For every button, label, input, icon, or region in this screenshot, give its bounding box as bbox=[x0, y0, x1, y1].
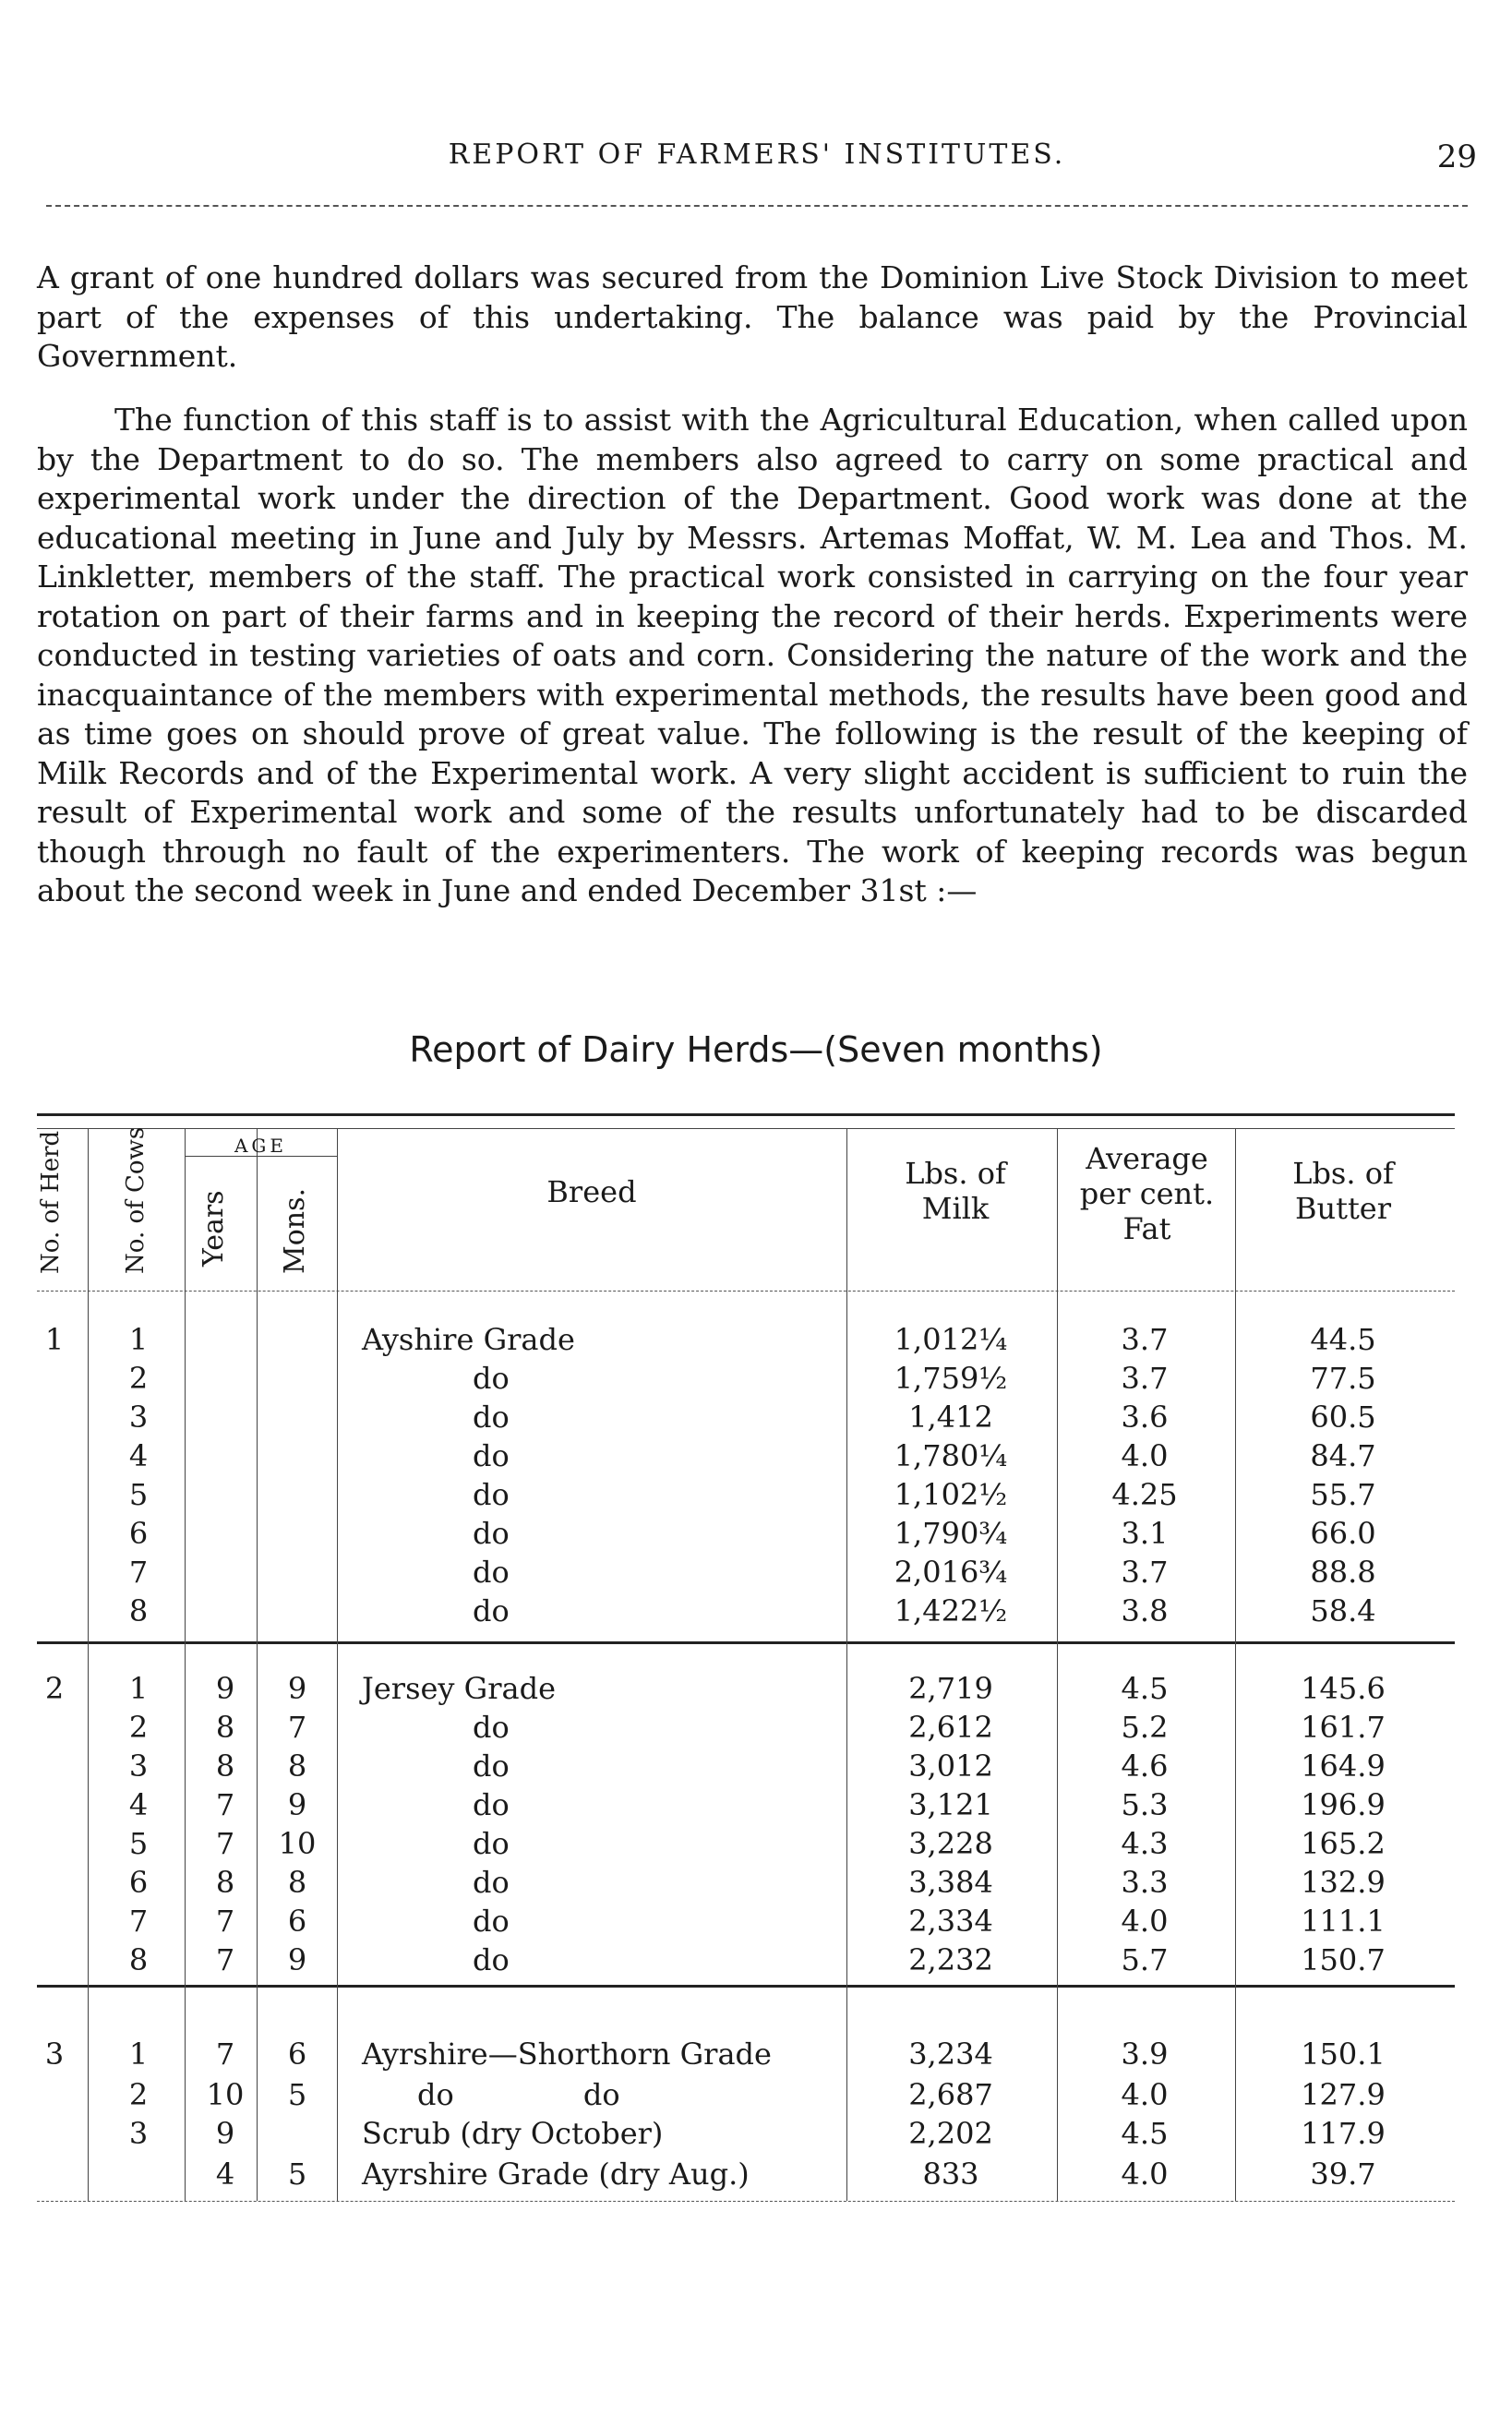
cell-milk: 3,012 bbox=[908, 1748, 993, 1784]
cell-years: 8 bbox=[215, 1710, 235, 1745]
cell-fat: 3.8 bbox=[1121, 1593, 1169, 1628]
cell-butter: 39.7 bbox=[1310, 2157, 1376, 2192]
header-age: AGE bbox=[234, 1135, 288, 1157]
cell-butter: 60.5 bbox=[1310, 1400, 1376, 1435]
header-herd: No. of Herd bbox=[37, 1130, 65, 1274]
header-breed: Breed bbox=[546, 1174, 637, 1209]
cell-herd: 2 bbox=[44, 1671, 65, 1706]
table-row bbox=[0, 1904, 1512, 1942]
cell-breed: Ayshire Grade bbox=[362, 1322, 575, 1357]
cell-cow: 6 bbox=[128, 1865, 149, 1900]
table-row bbox=[0, 2157, 1512, 2195]
cell-butter: 117.9 bbox=[1301, 2116, 1386, 2151]
cell-cow: 7 bbox=[128, 1904, 149, 1939]
cell-breed: do bbox=[473, 1748, 510, 1784]
cell-cow: 8 bbox=[128, 1593, 149, 1628]
cell-milk: 2,232 bbox=[908, 1942, 993, 1977]
cell-cow: 3 bbox=[128, 2116, 149, 2151]
cell-milk: 2,719 bbox=[908, 1671, 993, 1706]
table-row bbox=[0, 1748, 1512, 1787]
table-top-rule bbox=[37, 1113, 1455, 1116]
cell-butter: 132.9 bbox=[1301, 1865, 1386, 1900]
page-number: 29 bbox=[1436, 138, 1477, 175]
cell-cow: 3 bbox=[128, 1400, 149, 1435]
cell-fat: 3.7 bbox=[1121, 1361, 1169, 1396]
cell-breed: do bbox=[473, 1787, 510, 1822]
cell-mons: 8 bbox=[287, 1748, 307, 1784]
cell-breed: Jersey Grade bbox=[362, 1671, 557, 1706]
cell-cow: 4 bbox=[128, 1438, 149, 1473]
cell-fat: 4.3 bbox=[1121, 1826, 1169, 1861]
paragraph-1: A grant of one hundred dollars was secured from the Dominion Live Stock Division to meet part of the expenses of this undertaking. The balance was paid by the Provincial Government. bbox=[37, 259, 1468, 374]
cell-breed: do bbox=[473, 1826, 510, 1861]
header-cows: No. of Cows bbox=[122, 1126, 150, 1274]
cell-breed: do bbox=[473, 1361, 510, 1396]
cell-mons: 10 bbox=[278, 1826, 317, 1861]
table-row bbox=[0, 1710, 1512, 1748]
table-row bbox=[0, 1593, 1512, 1632]
cell-mons: 6 bbox=[287, 1904, 307, 1939]
table-row bbox=[0, 1787, 1512, 1826]
cell-cow: 1 bbox=[128, 1671, 149, 1706]
herd-1-bottom-rule bbox=[37, 1641, 1455, 1644]
cell-butter: 145.6 bbox=[1301, 1671, 1386, 1706]
table-row bbox=[0, 1322, 1512, 1361]
paragraph-2: The function of this staff is to assist with the Agricultural Education, when called upon by the Department to do so. The members also agreed to carry on some practical and experimental work under the direction of the Department. Good work was done at the educational meeting in June and July by Messrs. Artemas Moffat, W. M. Lea and Thos. M. Linkletter, members of the staff. The practical work consisted in carrying on the four year rotation on part of their farms and in keeping the record of their herds. Experiments were conducted in testing varieties of oats and corn. Considering the nature of the work and the inacquaintance of the members with experimental methods, the results have been good and as time goes on should prove of great value. The following is the result of the keeping of Milk Records and of the Experimental work. A very slight accident is sufficient to ruin the result of Experimental work and some of the results unfortunately had to be discarded though through no fault of the experimenters. The work of keeping records was begun about the second week in June and ended December 31st :— bbox=[37, 402, 1468, 908]
cell-butter: 127.9 bbox=[1301, 2077, 1386, 2112]
cell-butter: 44.5 bbox=[1310, 1322, 1376, 1357]
cell-milk: 1,759½ bbox=[894, 1361, 1008, 1396]
cell-cow: 8 bbox=[128, 1942, 149, 1977]
cell-butter: 111.1 bbox=[1301, 1904, 1386, 1939]
cell-herd: 3 bbox=[44, 2037, 65, 2072]
cell-years: 8 bbox=[215, 1748, 235, 1784]
cell-breed: do do bbox=[417, 2077, 620, 2112]
cell-years: 8 bbox=[215, 1865, 235, 1900]
cell-breed: Ayrshire Grade (dry Aug.) bbox=[362, 2157, 750, 2192]
cell-milk: 1,102½ bbox=[894, 1477, 1008, 1512]
cell-cow: 1 bbox=[128, 2037, 149, 2072]
cell-milk: 1,422½ bbox=[894, 1593, 1008, 1628]
cell-mons: 8 bbox=[287, 1865, 307, 1900]
cell-herd: 1 bbox=[44, 1322, 65, 1357]
cell-years: 7 bbox=[215, 1904, 235, 1939]
table-bottom-rule bbox=[37, 2201, 1455, 2202]
cell-mons: 5 bbox=[287, 2157, 307, 2192]
header-rule bbox=[46, 205, 1468, 207]
cell-milk: 2,334 bbox=[908, 1904, 993, 1939]
cell-butter: 88.8 bbox=[1310, 1555, 1376, 1590]
cell-milk: 2,202 bbox=[908, 2116, 993, 2151]
cell-milk: 1,780¼ bbox=[894, 1438, 1008, 1473]
table-row bbox=[0, 1361, 1512, 1400]
cell-cow: 4 bbox=[128, 1787, 149, 1822]
cell-years: 7 bbox=[215, 1942, 235, 1977]
cell-years: 4 bbox=[215, 2157, 235, 2192]
cell-butter: 66.0 bbox=[1310, 1516, 1376, 1551]
cell-butter: 164.9 bbox=[1301, 1748, 1386, 1784]
cell-cow: 1 bbox=[128, 1322, 149, 1357]
cell-fat: 3.1 bbox=[1121, 1516, 1169, 1551]
cell-breed: do bbox=[473, 1438, 510, 1473]
cell-fat: 4.6 bbox=[1121, 1748, 1169, 1784]
cell-breed: Scrub (dry October) bbox=[362, 2116, 664, 2151]
cell-years: 7 bbox=[215, 1787, 235, 1822]
cell-mons: 9 bbox=[287, 1942, 307, 1977]
header-milk: Lbs. of Milk bbox=[905, 1156, 1006, 1226]
table-row bbox=[0, 2077, 1512, 2116]
cell-milk: 833 bbox=[922, 2157, 979, 2192]
cell-mons: 9 bbox=[287, 1787, 307, 1822]
cell-butter: 58.4 bbox=[1310, 1593, 1376, 1628]
header-mons: Mons. bbox=[279, 1187, 311, 1274]
cell-cow: 7 bbox=[128, 1555, 149, 1590]
cell-butter: 84.7 bbox=[1310, 1438, 1376, 1473]
cell-mons: 6 bbox=[287, 2037, 307, 2072]
cell-cow: 2 bbox=[128, 2077, 149, 2112]
cell-milk: 1,012¼ bbox=[894, 1322, 1008, 1357]
cell-mons: 9 bbox=[287, 1671, 307, 1706]
cell-fat: 4.0 bbox=[1121, 2077, 1169, 2112]
cell-breed: do bbox=[473, 1865, 510, 1900]
table-row bbox=[0, 1438, 1512, 1477]
cell-breed: do bbox=[473, 1400, 510, 1435]
herd-2-bottom-rule bbox=[37, 1985, 1455, 1988]
cell-fat: 3.7 bbox=[1121, 1555, 1169, 1590]
cell-milk: 1,412 bbox=[908, 1400, 993, 1435]
cell-milk: 1,790¾ bbox=[894, 1516, 1008, 1551]
cell-milk: 2,687 bbox=[908, 2077, 993, 2112]
running-title: REPORT OF FARMERS' INSTITUTES. bbox=[448, 138, 1066, 171]
cell-breed: Ayrshire—Shorthorn Grade bbox=[362, 2037, 772, 2072]
cell-milk: 2,612 bbox=[908, 1710, 993, 1745]
cell-fat: 4.25 bbox=[1111, 1477, 1178, 1512]
cell-butter: 196.9 bbox=[1301, 1787, 1386, 1822]
cell-fat: 5.7 bbox=[1121, 1942, 1169, 1977]
header-bottom-rule bbox=[37, 1291, 1455, 1292]
cell-breed: do bbox=[473, 1516, 510, 1551]
header-years: Years bbox=[198, 1190, 230, 1267]
table-row bbox=[0, 1671, 1512, 1710]
cell-butter: 165.2 bbox=[1301, 1826, 1386, 1861]
cell-cow: 6 bbox=[128, 1516, 149, 1551]
table-row bbox=[0, 1826, 1512, 1865]
cell-butter: 77.5 bbox=[1310, 1361, 1376, 1396]
cell-breed: do bbox=[473, 1593, 510, 1628]
cell-years: 9 bbox=[215, 1671, 235, 1706]
header-butter: Lbs. of Butter bbox=[1292, 1156, 1394, 1226]
cell-mons: 7 bbox=[287, 1710, 307, 1745]
cell-fat: 3.9 bbox=[1121, 2037, 1169, 2072]
cell-fat: 4.0 bbox=[1121, 1438, 1169, 1473]
cell-cow: 2 bbox=[128, 1710, 149, 1745]
cell-fat: 4.5 bbox=[1121, 1671, 1169, 1706]
cell-fat: 4.0 bbox=[1121, 2157, 1169, 2192]
cell-years: 7 bbox=[215, 2037, 235, 2072]
table-row bbox=[0, 1477, 1512, 1516]
cell-cow: 2 bbox=[128, 1361, 149, 1396]
table-row bbox=[0, 1865, 1512, 1904]
cell-milk: 3,384 bbox=[908, 1865, 993, 1900]
cell-years: 7 bbox=[215, 1826, 235, 1861]
table-row bbox=[0, 2116, 1512, 2155]
cell-fat: 3.3 bbox=[1121, 1865, 1169, 1900]
cell-milk: 3,121 bbox=[908, 1787, 993, 1822]
table-row bbox=[0, 1942, 1512, 1981]
cell-fat: 3.7 bbox=[1121, 1322, 1169, 1357]
cell-fat: 5.3 bbox=[1121, 1787, 1169, 1822]
age-rule bbox=[185, 1156, 337, 1157]
cell-fat: 3.6 bbox=[1121, 1400, 1169, 1435]
table-row bbox=[0, 1516, 1512, 1555]
cell-butter: 150.7 bbox=[1301, 1942, 1386, 1977]
cell-milk: 2,016¾ bbox=[894, 1555, 1008, 1590]
cell-cow: 5 bbox=[128, 1477, 149, 1512]
cell-years: 10 bbox=[206, 2077, 245, 2112]
table-row bbox=[0, 1400, 1512, 1438]
header-fat: Average per cent. Fat bbox=[1079, 1141, 1215, 1246]
cell-breed: do bbox=[473, 1710, 510, 1745]
cell-fat: 4.0 bbox=[1121, 1904, 1169, 1939]
cell-butter: 55.7 bbox=[1310, 1477, 1376, 1512]
cell-milk: 3,234 bbox=[908, 2037, 993, 2072]
table-title: Report of Dairy Herds—(Seven months) bbox=[409, 1029, 1103, 1070]
cell-fat: 4.5 bbox=[1121, 2116, 1169, 2151]
cell-butter: 161.7 bbox=[1301, 1710, 1386, 1745]
cell-breed: do bbox=[473, 1477, 510, 1512]
cell-cow: 5 bbox=[128, 1826, 149, 1861]
page-header bbox=[37, 138, 1477, 185]
cell-milk: 3,228 bbox=[908, 1826, 993, 1861]
cell-fat: 5.2 bbox=[1121, 1710, 1169, 1745]
cell-breed: do bbox=[473, 1942, 510, 1977]
cell-breed: do bbox=[473, 1555, 510, 1590]
cell-cow: 3 bbox=[128, 1748, 149, 1784]
cell-mons: 5 bbox=[287, 2077, 307, 2112]
cell-butter: 150.1 bbox=[1301, 2037, 1386, 2072]
table-row bbox=[0, 1555, 1512, 1593]
cell-years: 9 bbox=[215, 2116, 235, 2151]
table-row bbox=[0, 2037, 1512, 2075]
cell-breed: do bbox=[473, 1904, 510, 1939]
